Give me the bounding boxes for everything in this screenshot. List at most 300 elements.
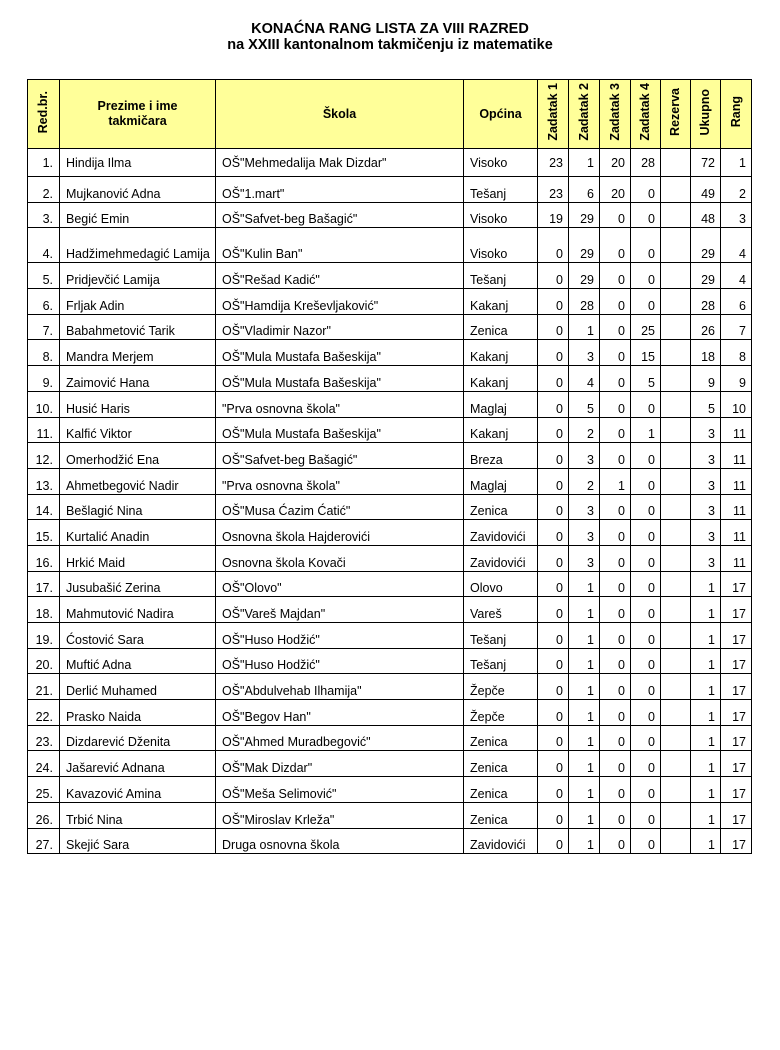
contestant-name: Derlić Muhamed: [60, 674, 216, 700]
score-zadatak-4: 0: [631, 751, 661, 777]
row-number: 18.: [28, 597, 60, 623]
municipality: Tešanj: [464, 263, 538, 289]
contestant-name: Kurtalić Anadin: [60, 520, 216, 546]
municipality: Zenica: [464, 777, 538, 803]
rank: 17: [721, 802, 752, 828]
score-zadatak-1: 0: [538, 571, 569, 597]
score-rezerva: [661, 289, 691, 315]
contestant-name: Hadžimehmedagić Lamija: [60, 228, 216, 263]
table-row: [28, 202, 752, 228]
school-name: OŠ"Mula Mustafa Bašeskija": [216, 417, 464, 443]
rank: 1: [721, 149, 752, 177]
score-rezerva: [661, 228, 691, 263]
table-row: [28, 777, 752, 803]
rank: 7: [721, 314, 752, 340]
row-number: 7.: [28, 314, 60, 340]
school-name: OŠ"Miroslav Krleža": [216, 802, 464, 828]
rank: 11: [721, 520, 752, 546]
score-ukupno: 1: [691, 700, 721, 726]
score-zadatak-1: 0: [538, 828, 569, 854]
school-name: OŠ"Mak Dizdar": [216, 751, 464, 777]
school-name: OŠ"Begov Han": [216, 700, 464, 726]
table-row: [28, 674, 752, 700]
score-ukupno: 1: [691, 597, 721, 623]
score-zadatak-3: 0: [600, 228, 631, 263]
score-zadatak-2: 1: [569, 314, 600, 340]
contestant-name: Prasko Naida: [60, 700, 216, 726]
contestant-name: Mahmutović Nadira: [60, 597, 216, 623]
score-ukupno: 9: [691, 366, 721, 392]
score-zadatak-4: 0: [631, 700, 661, 726]
school-name: OŠ"Ahmed Muradbegović": [216, 725, 464, 751]
score-zadatak-1: 0: [538, 340, 569, 366]
score-ukupno: 26: [691, 314, 721, 340]
municipality: Kakanj: [464, 417, 538, 443]
rank: 17: [721, 571, 752, 597]
contestant-name: Dizdarević Dženita: [60, 725, 216, 751]
score-zadatak-4: 0: [631, 289, 661, 315]
row-number: 23.: [28, 725, 60, 751]
score-zadatak-3: 0: [600, 289, 631, 315]
row-number: 11.: [28, 417, 60, 443]
score-ukupno: 1: [691, 674, 721, 700]
score-rezerva: [661, 520, 691, 546]
score-zadatak-1: 0: [538, 228, 569, 263]
municipality: Žepče: [464, 700, 538, 726]
score-zadatak-3: 0: [600, 725, 631, 751]
table-row: [28, 545, 752, 571]
table-row: [28, 828, 752, 854]
table-row: [28, 366, 752, 392]
contestant-name: Pridjevčić Lamija: [60, 263, 216, 289]
score-rezerva: [661, 391, 691, 417]
rank: 8: [721, 340, 752, 366]
row-number: 9.: [28, 366, 60, 392]
table-row: [28, 443, 752, 469]
school-name: OŠ"Musa Ćazim Ćatić": [216, 494, 464, 520]
table-row: [28, 417, 752, 443]
score-zadatak-2: 3: [569, 494, 600, 520]
contestant-name: Hindija Ilma: [60, 149, 216, 177]
score-zadatak-2: 1: [569, 597, 600, 623]
score-zadatak-4: 0: [631, 443, 661, 469]
score-zadatak-1: 0: [538, 623, 569, 649]
score-zadatak-1: 0: [538, 289, 569, 315]
contestant-name: Skejić Sara: [60, 828, 216, 854]
table-row: [28, 391, 752, 417]
score-zadatak-4: 15: [631, 340, 661, 366]
table-row: [28, 623, 752, 649]
score-zadatak-1: 23: [538, 149, 569, 177]
score-zadatak-3: 1: [600, 468, 631, 494]
row-number: 3.: [28, 202, 60, 228]
score-zadatak-4: 0: [631, 494, 661, 520]
score-ukupno: 1: [691, 751, 721, 777]
header-rang: Rang: [721, 80, 752, 149]
municipality: Zenica: [464, 314, 538, 340]
score-zadatak-2: 1: [569, 751, 600, 777]
row-number: 1.: [28, 149, 60, 177]
row-number: 21.: [28, 674, 60, 700]
score-ukupno: 1: [691, 777, 721, 803]
score-ukupno: 3: [691, 468, 721, 494]
score-zadatak-1: 0: [538, 443, 569, 469]
score-ukupno: 29: [691, 263, 721, 289]
score-zadatak-3: 0: [600, 494, 631, 520]
table-row: [28, 700, 752, 726]
score-rezerva: [661, 648, 691, 674]
score-zadatak-2: 1: [569, 802, 600, 828]
score-zadatak-4: 0: [631, 520, 661, 546]
score-ukupno: 49: [691, 177, 721, 203]
table-row: [28, 228, 752, 263]
score-rezerva: [661, 468, 691, 494]
score-ukupno: 3: [691, 545, 721, 571]
score-rezerva: [661, 177, 691, 203]
score-ukupno: 29: [691, 228, 721, 263]
row-number: 16.: [28, 545, 60, 571]
score-zadatak-3: 0: [600, 623, 631, 649]
score-zadatak-1: 0: [538, 520, 569, 546]
municipality: Kakanj: [464, 366, 538, 392]
score-zadatak-4: 0: [631, 777, 661, 803]
score-zadatak-4: 0: [631, 468, 661, 494]
municipality: Zavidovići: [464, 545, 538, 571]
score-zadatak-1: 0: [538, 648, 569, 674]
score-zadatak-2: 28: [569, 289, 600, 315]
score-zadatak-4: 1: [631, 417, 661, 443]
school-name: OŠ"Vladimir Nazor": [216, 314, 464, 340]
municipality: Maglaj: [464, 391, 538, 417]
score-zadatak-3: 0: [600, 417, 631, 443]
score-zadatak-2: 3: [569, 443, 600, 469]
score-zadatak-3: 0: [600, 648, 631, 674]
table-row: [28, 177, 752, 203]
contestant-name: Trbić Nina: [60, 802, 216, 828]
document-title: KONAĆNA RANG LISTA ZA VIII RAZRED: [251, 21, 529, 37]
contestant-name: Jašarević Adnana: [60, 751, 216, 777]
score-zadatak-3: 0: [600, 674, 631, 700]
school-name: OŠ"Kulin Ban": [216, 228, 464, 263]
score-zadatak-3: 0: [600, 777, 631, 803]
score-zadatak-4: 25: [631, 314, 661, 340]
score-zadatak-1: 0: [538, 545, 569, 571]
school-name: OŠ"Huso Hodžić": [216, 648, 464, 674]
score-rezerva: [661, 777, 691, 803]
score-zadatak-3: 20: [600, 177, 631, 203]
school-name: OŠ"Vareš Majdan": [216, 597, 464, 623]
school-name: OŠ"1.mart": [216, 177, 464, 203]
score-zadatak-3: 0: [600, 263, 631, 289]
score-rezerva: [661, 263, 691, 289]
table-row: [28, 340, 752, 366]
municipality: Kakanj: [464, 340, 538, 366]
score-zadatak-2: 2: [569, 417, 600, 443]
school-name: "Prva osnovna škola": [216, 391, 464, 417]
score-rezerva: [661, 545, 691, 571]
score-rezerva: [661, 751, 691, 777]
score-zadatak-4: 0: [631, 263, 661, 289]
score-zadatak-3: 0: [600, 340, 631, 366]
score-zadatak-1: 0: [538, 391, 569, 417]
school-name: Druga osnovna škola: [216, 828, 464, 854]
rank: 4: [721, 263, 752, 289]
rank: 10: [721, 391, 752, 417]
score-zadatak-4: 0: [631, 202, 661, 228]
header-zadatak-3: Zadatak 3: [600, 80, 631, 149]
score-ukupno: 1: [691, 623, 721, 649]
row-number: 14.: [28, 494, 60, 520]
contestant-name: Mandra Merjem: [60, 340, 216, 366]
rank: 17: [721, 623, 752, 649]
score-rezerva: [661, 366, 691, 392]
school-name: OŠ"Hamdija Kreševljaković": [216, 289, 464, 315]
row-number: 6.: [28, 289, 60, 315]
score-zadatak-2: 6: [569, 177, 600, 203]
score-rezerva: [661, 802, 691, 828]
header-zadatak-4: Zadatak 4: [631, 80, 661, 149]
score-zadatak-3: 0: [600, 202, 631, 228]
municipality: Visoko: [464, 228, 538, 263]
table-row: [28, 149, 752, 177]
score-zadatak-1: 0: [538, 777, 569, 803]
score-zadatak-2: 1: [569, 571, 600, 597]
score-ukupno: 28: [691, 289, 721, 315]
score-zadatak-3: 20: [600, 149, 631, 177]
table-row: [28, 289, 752, 315]
row-number: 12.: [28, 443, 60, 469]
score-zadatak-1: 0: [538, 263, 569, 289]
row-number: 17.: [28, 571, 60, 597]
score-zadatak-2: 1: [569, 674, 600, 700]
municipality: Kakanj: [464, 289, 538, 315]
row-number: 25.: [28, 777, 60, 803]
score-zadatak-4: 0: [631, 391, 661, 417]
header-name: Prezime i ime takmičara: [60, 80, 216, 149]
score-rezerva: [661, 828, 691, 854]
score-ukupno: 3: [691, 520, 721, 546]
score-rezerva: [661, 443, 691, 469]
rank: 17: [721, 648, 752, 674]
score-rezerva: [661, 571, 691, 597]
score-zadatak-4: 28: [631, 149, 661, 177]
score-zadatak-4: 0: [631, 177, 661, 203]
header-school: Škola: [216, 80, 464, 149]
score-rezerva: [661, 417, 691, 443]
municipality: Maglaj: [464, 468, 538, 494]
document-subtitle: na XXIII kantonalnom takmičenju iz matematike: [227, 37, 553, 53]
table-row: [28, 597, 752, 623]
score-zadatak-1: 0: [538, 674, 569, 700]
score-ukupno: 1: [691, 725, 721, 751]
table-row: [28, 571, 752, 597]
school-name: OŠ"Safvet-beg Bašagić": [216, 202, 464, 228]
row-number: 26.: [28, 802, 60, 828]
table-row: [28, 802, 752, 828]
score-zadatak-4: 0: [631, 597, 661, 623]
score-rezerva: [661, 623, 691, 649]
score-zadatak-2: 1: [569, 623, 600, 649]
rank: 4: [721, 228, 752, 263]
contestant-name: Husić Haris: [60, 391, 216, 417]
municipality: Tešanj: [464, 623, 538, 649]
score-zadatak-4: 0: [631, 828, 661, 854]
row-number: 19.: [28, 623, 60, 649]
header-ukupno: Ukupno: [691, 80, 721, 149]
table-row: [28, 263, 752, 289]
score-ukupno: 1: [691, 828, 721, 854]
score-zadatak-3: 0: [600, 802, 631, 828]
row-number: 22.: [28, 700, 60, 726]
contestant-name: Frljak Adin: [60, 289, 216, 315]
row-number: 4.: [28, 228, 60, 263]
contestant-name: Hrkić Maid: [60, 545, 216, 571]
score-zadatak-2: 3: [569, 520, 600, 546]
municipality: Zenica: [464, 494, 538, 520]
row-number: 8.: [28, 340, 60, 366]
row-number: 27.: [28, 828, 60, 854]
rank: 11: [721, 468, 752, 494]
score-zadatak-1: 0: [538, 314, 569, 340]
table-row: [28, 494, 752, 520]
rank: 9: [721, 366, 752, 392]
score-zadatak-3: 0: [600, 597, 631, 623]
contestant-name: Mujkanović Adna: [60, 177, 216, 203]
score-zadatak-4: 0: [631, 802, 661, 828]
score-rezerva: [661, 674, 691, 700]
score-zadatak-2: 1: [569, 149, 600, 177]
score-ukupno: 1: [691, 571, 721, 597]
municipality: Tešanj: [464, 648, 538, 674]
score-rezerva: [661, 202, 691, 228]
school-name: OŠ"Rešad Kadić": [216, 263, 464, 289]
score-zadatak-2: 29: [569, 202, 600, 228]
score-zadatak-3: 0: [600, 391, 631, 417]
score-zadatak-2: 3: [569, 340, 600, 366]
contestant-name: Ćostović Sara: [60, 623, 216, 649]
header-rezerva: Rezerva: [661, 80, 691, 149]
score-zadatak-4: 5: [631, 366, 661, 392]
score-zadatak-2: 1: [569, 777, 600, 803]
school-name: OŠ"Mehmedalija Mak Dizdar": [216, 149, 464, 177]
row-number: 5.: [28, 263, 60, 289]
score-rezerva: [661, 725, 691, 751]
score-ukupno: 3: [691, 494, 721, 520]
school-name: OŠ"Safvet-beg Bašagić": [216, 443, 464, 469]
score-ukupno: 72: [691, 149, 721, 177]
score-zadatak-3: 0: [600, 314, 631, 340]
rank: 6: [721, 289, 752, 315]
score-zadatak-1: 0: [538, 700, 569, 726]
rank: 11: [721, 545, 752, 571]
score-rezerva: [661, 597, 691, 623]
score-zadatak-2: 2: [569, 468, 600, 494]
score-ukupno: 3: [691, 417, 721, 443]
header-zadatak-1: Zadatak 1: [538, 80, 569, 149]
score-zadatak-4: 0: [631, 725, 661, 751]
score-zadatak-2: 3: [569, 545, 600, 571]
score-rezerva: [661, 314, 691, 340]
score-zadatak-1: 0: [538, 597, 569, 623]
rank: 17: [721, 674, 752, 700]
score-zadatak-4: 0: [631, 545, 661, 571]
rank: 2: [721, 177, 752, 203]
score-zadatak-3: 0: [600, 751, 631, 777]
contestant-name: Ahmetbegović Nadir: [60, 468, 216, 494]
municipality: Žepče: [464, 674, 538, 700]
rank: 11: [721, 494, 752, 520]
score-zadatak-1: 0: [538, 494, 569, 520]
score-zadatak-2: 29: [569, 263, 600, 289]
score-zadatak-3: 0: [600, 545, 631, 571]
table-row: [28, 314, 752, 340]
score-zadatak-2: 1: [569, 648, 600, 674]
municipality: Zenica: [464, 725, 538, 751]
score-zadatak-3: 0: [600, 571, 631, 597]
school-name: OŠ"Mula Mustafa Bašeskija": [216, 366, 464, 392]
contestant-name: Jusubašić Zerina: [60, 571, 216, 597]
table-row: [28, 648, 752, 674]
municipality: Breza: [464, 443, 538, 469]
contestant-name: Zaimović Hana: [60, 366, 216, 392]
score-zadatak-1: 0: [538, 725, 569, 751]
rank: 17: [721, 597, 752, 623]
score-zadatak-1: 0: [538, 802, 569, 828]
municipality: Vareš: [464, 597, 538, 623]
row-number: 13.: [28, 468, 60, 494]
contestant-name: Begić Emin: [60, 202, 216, 228]
row-number: 24.: [28, 751, 60, 777]
score-rezerva: [661, 494, 691, 520]
contestant-name: Bešlagić Nina: [60, 494, 216, 520]
header-red-br: Red.br.: [28, 80, 60, 149]
school-name: OŠ"Olovo": [216, 571, 464, 597]
score-zadatak-1: 19: [538, 202, 569, 228]
score-zadatak-3: 0: [600, 366, 631, 392]
row-number: 10.: [28, 391, 60, 417]
table-row: [28, 725, 752, 751]
score-ukupno: 5: [691, 391, 721, 417]
score-zadatak-4: 0: [631, 674, 661, 700]
score-zadatak-4: 0: [631, 571, 661, 597]
school-name: Osnovna škola Kovači: [216, 545, 464, 571]
score-zadatak-1: 0: [538, 468, 569, 494]
score-ukupno: 48: [691, 202, 721, 228]
school-name: OŠ"Abdulvehab Ilhamija": [216, 674, 464, 700]
score-zadatak-4: 0: [631, 648, 661, 674]
score-rezerva: [661, 340, 691, 366]
municipality: Visoko: [464, 202, 538, 228]
row-number: 2.: [28, 177, 60, 203]
contestant-name: Omerhodžić Ena: [60, 443, 216, 469]
header-municipality: Općina: [464, 80, 538, 149]
school-name: OŠ"Huso Hodžić": [216, 623, 464, 649]
rank: 17: [721, 700, 752, 726]
score-zadatak-2: 1: [569, 828, 600, 854]
contestant-name: Muftić Adna: [60, 648, 216, 674]
table-row: [28, 751, 752, 777]
score-zadatak-4: 0: [631, 228, 661, 263]
row-number: 20.: [28, 648, 60, 674]
municipality: Tešanj: [464, 177, 538, 203]
score-zadatak-1: 0: [538, 751, 569, 777]
score-zadatak-1: 23: [538, 177, 569, 203]
score-zadatak-3: 0: [600, 443, 631, 469]
score-zadatak-4: 0: [631, 623, 661, 649]
municipality: Zenica: [464, 802, 538, 828]
score-ukupno: 1: [691, 802, 721, 828]
score-zadatak-3: 0: [600, 700, 631, 726]
